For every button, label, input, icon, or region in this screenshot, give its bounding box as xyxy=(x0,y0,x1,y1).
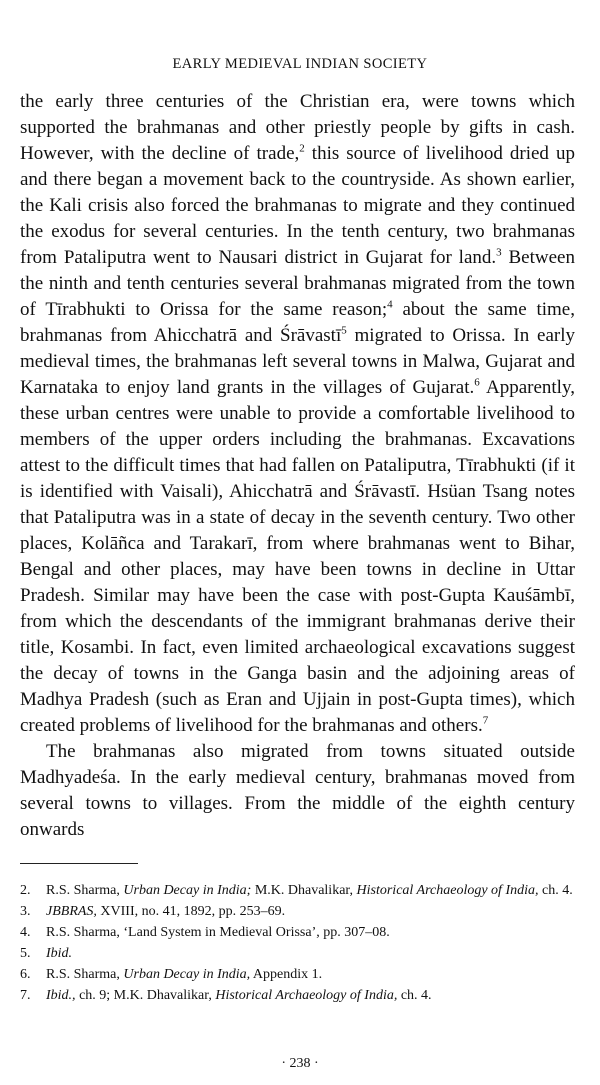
footnote xyxy=(20,880,575,901)
footnote-number: 3. xyxy=(20,904,31,919)
footnote-text xyxy=(46,964,575,985)
footnote-italic: Ibid., xyxy=(46,988,76,1003)
footnote-ref: 2 xyxy=(299,142,305,155)
footnote xyxy=(20,985,575,1006)
footnote xyxy=(20,964,575,985)
footnotes xyxy=(20,880,575,1006)
footnote-italic: Urban Decay in India, xyxy=(123,967,251,982)
page-number: · 238 · xyxy=(281,1056,319,1071)
text-segment: Between the ninth and tenth centuries several brahmanas migrated from the town of Tīrabhukti to Orissa for the same reason; xyxy=(20,247,575,320)
footnote-part: R.S. Sharma, xyxy=(46,967,124,982)
footnote-part: ch. 4. xyxy=(538,883,573,898)
footnote-italic: Historical Archaeology of India, xyxy=(215,988,398,1003)
footnote-text xyxy=(46,901,575,922)
footnote-number: 6. xyxy=(20,967,31,982)
main-text xyxy=(20,89,575,843)
footnote-part: M.K. Dhavalikar, xyxy=(251,883,357,898)
footnote-ref: 7 xyxy=(482,714,489,727)
footnote xyxy=(20,922,575,943)
footnote-text xyxy=(46,880,575,901)
text-segment: the early three centuries of the Christian era, were towns which supported the brahmanas and other priestly people by gifts in cash. However, with the decline of trade, xyxy=(20,91,575,164)
footnote-italic: JBBRAS, xyxy=(46,904,97,919)
footnote-italic: Ibid. xyxy=(46,946,73,961)
footnote-part: ch. 9; M.K. Dhavalikar, xyxy=(75,988,216,1003)
footnote-divider xyxy=(20,863,138,864)
footnote xyxy=(20,901,575,922)
text-segment: migrated to Orissa. In early medieval times, the brahmanas left several towns in Malwa, Gujarat and Karnataka to enjoy land grants in the villages of Gujarat. xyxy=(20,325,576,398)
text-segment: this source of livelihood dried up and there began a movement back to the countryside. As shown earlier, the Kali crisis also forced the brahmanas to migrate and they continued the exodus for several centuries. In the tenth century, two brahmanas from Pataliputra went to Nausari district in Gujarat for land. xyxy=(20,143,575,268)
footnote-number: 5. xyxy=(20,946,31,961)
footnote-ref: 4 xyxy=(387,298,393,311)
footnote-text xyxy=(46,943,575,964)
footnote-number: 2. xyxy=(20,883,31,898)
footnote-part: R.S. Sharma, xyxy=(46,883,124,898)
footnote-text xyxy=(46,922,575,943)
running-head: EARLY MEDIEVAL INDIAN SOCIETY xyxy=(172,56,428,72)
footnote xyxy=(20,943,575,964)
footnote-ref: 6 xyxy=(474,376,480,389)
footnote-number: 7. xyxy=(20,988,31,1003)
footnote-ref: 3 xyxy=(496,246,502,259)
paragraph-2: The brahmanas also migrated from towns situated outside Madhyadeśa. In the early medieval century, brahmanas moved from several towns to villages. From the middle of the eighth century onwards xyxy=(20,741,575,840)
paragraph-1 xyxy=(20,89,575,739)
text-segment: about the same time, brahmanas from Ahicchatrā and Śrāvastī xyxy=(20,299,575,346)
text-segment: Apparently, these urban centres were unable to provide a comfortable livelihood to members of the upper orders including the brahmanas. Excavations attest to the difficult times that had fallen on Pataliputra, Tīrabhukti (if it is identified with Vaisali), Ahicchatrā and Śrāvastī. Hsüan Tsang notes that Pataliputra was in a state of decay in the seventh century. Two other places, Kolāñca and Tarakarī, from where brahmanas went to Bihar, Bengal and other places, may have been towns in decline in Uttar Pradesh. Similar may have been the case with post-Gupta Kauśāmbī, from which the descendants of the immigrant brahmanas derive their title, Kosambi. In fact, even limited archaeological excavations suggest the decay of towns in the Ganga basin and the adjoining areas of Madhya Pradesh (such as Eran and Ujjain in post-Gupta times), which created problems of livelihood for the brahmanas and others. xyxy=(20,377,575,736)
footnote-part: XVIII, no. 41, 1892, pp. 253–69. xyxy=(96,904,286,919)
footnote-part: ch. 4. xyxy=(397,988,432,1003)
footnote-ref: 5 xyxy=(341,324,347,337)
footnote-italic: Urban Decay in India; xyxy=(123,883,252,898)
footnote-italic: Historical Archaeology of India, xyxy=(356,883,539,898)
footnote-part: R.S. Sharma, ‘Land System in Medieval Orissa’, pp. 307–08. xyxy=(46,925,390,940)
footnote-number: 4. xyxy=(20,925,31,940)
footnote-text xyxy=(46,985,575,1006)
footnote-part: Appendix 1. xyxy=(250,967,323,982)
